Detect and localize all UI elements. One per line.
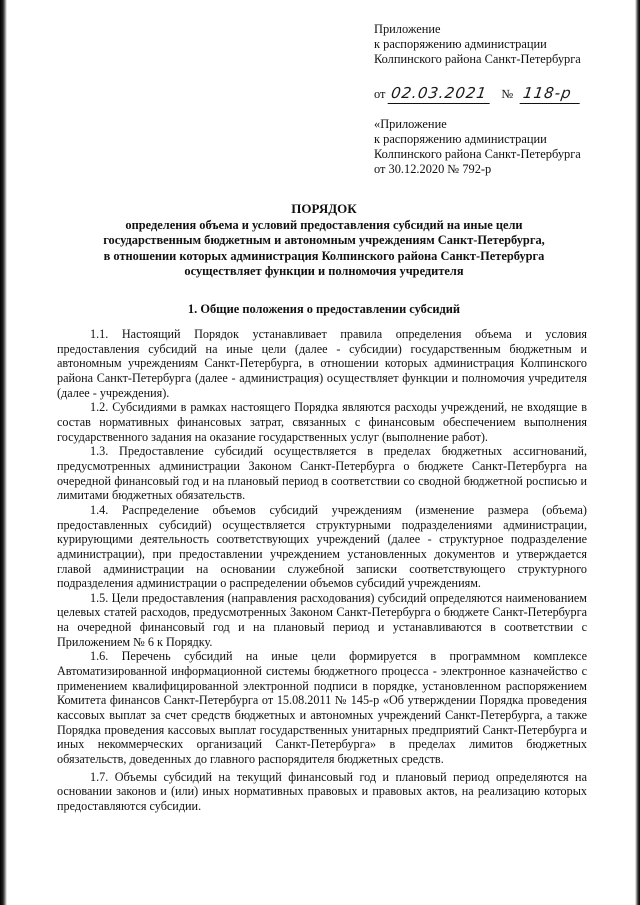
quoted-appendix-line: от 30.12.2020 № 792-р: [374, 162, 492, 176]
paragraph-1-1: 1.1. Настоящий Порядок устанавливает правила определения объема и условия предоставления субсидий на иные цели (далее - субсидии) государственным бюджетным и автономным учреждениям Санкт-Петербурга, в отношении которых администрация Колпинского района Санкт-Петербурга (далее - администрация) осуществляет функции и полномочия учредителя (далее - учреждения).: [57, 327, 587, 400]
document-title: [74, 201, 574, 280]
title-subtitle-line: в отношении которых администрация Колпинского района Санкт-Петербурга: [103, 248, 545, 263]
handwritten-date: 02.03.2021: [388, 84, 493, 104]
appendix-line: к распоряжению администрации: [374, 37, 547, 51]
handwritten-number: 118-р: [520, 84, 583, 104]
number-prefix: №: [501, 87, 514, 101]
appendix-line: Колпинского района Санкт-Петербурга: [374, 52, 581, 66]
title-main: ПОРЯДОК: [291, 201, 357, 216]
quoted-appendix-line: Колпинского района Санкт-Петербурга: [374, 147, 581, 161]
section-heading: 1. Общие положения о предоставлении субсидий: [187, 302, 461, 316]
quoted-appendix-line: «Приложение: [374, 117, 447, 131]
paragraph-1-5: 1.5. Цели предоставления (направления расходования) субсидий определяются наименованием целевых статей расходов, предусмотренных Законом Санкт-Петербурга о бюджете Санкт-Петербурга на очередной финансовый год и на плановый период и устанавливаются в соответствии с Приложением № 6 к Порядку.: [57, 590, 587, 649]
quoted-appendix-line: к распоряжению администрации: [374, 132, 547, 146]
date-prefix: от: [374, 87, 386, 101]
paragraph-1-7: 1.7. Объемы субсидий на текущий финансовый год и плановый период определяются на основании законов и (или) иных нормативных правовых и правовых актов, на реализацию которых предоставляются субсидии.: [57, 769, 587, 813]
title-subtitle-line: осуществляет функции и полномочия учредителя: [184, 264, 464, 279]
title-subtitle-line: государственным бюджетным и автономным учреждениям Санкт-Петербурга,: [103, 233, 545, 248]
paragraph-1-3: 1.3. Предоставление субсидий осуществляется в пределах бюджетных ассигнований, предусмотренных администрации Законом Санкт-Петербурга о бюджете Санкт-Петербурга на очередной финансовый год и на плановый период в соответствии со сводной бюджетной росписью и лимитами бюджетных обязательств.: [57, 444, 587, 503]
paragraph-1-4: 1.4. Распределение объемов субсидий учреждениям (изменение размера (объема) предоставленных субсидий) осуществляется структурными подразделениями администрации, курирующими деятельность соответствующих учреждений (далее - структурное подразделение администрации), при предоставлении учреждением установленных документов и утверждается главой администрации на основании служебной записки соответствующего структурного подразделения администрации о распределении объемов субсидий учреждениям.: [57, 502, 587, 591]
quoted-appendix: [374, 117, 581, 177]
appendix-header: [374, 22, 581, 67]
appendix-line: Приложение: [374, 22, 441, 36]
scan-edge-left: [0, 0, 7, 905]
paragraph-1-6: 1.6. Перечень субсидий на иные цели формируется в программном комплексе Автоматизированной информационной системы бюджетного процесса - электронное казначейство с применением квалифицированной электронной подписи в порядке, установленном распоряжением Комитета финансов Санкт-Петербурга от 15.08.2011 № 145-р «Об утверждении Порядка проведения кассовых выплат за счет средств бюджетных и автономных учреждений Санкт-Петербурга, а также Порядка проведения кассовых выплат государственных унитарных предприятий Санкт-Петербурга и иных некоммерческих организаций Санкт-Петербурга» в пределах лимитов бюджетных обязательств, доведенных до главного распорядителя бюджетных средств.: [57, 649, 587, 767]
paragraph-1-2: 1.2. Субсидиями в рамках настоящего Порядка являются расходы учреждений, не входящие в состав нормативных финансовых затрат, связанных с финансовым обеспечением выполнения государственного задания на оказание государственных услуг (выполнение работ).: [57, 400, 587, 444]
scan-edge-right: [635, 0, 640, 905]
title-subtitle-line: определения объема и условий предоставления субсидий на иные цели: [125, 217, 523, 232]
document-body: [57, 327, 587, 814]
order-date-number: [374, 84, 581, 104]
